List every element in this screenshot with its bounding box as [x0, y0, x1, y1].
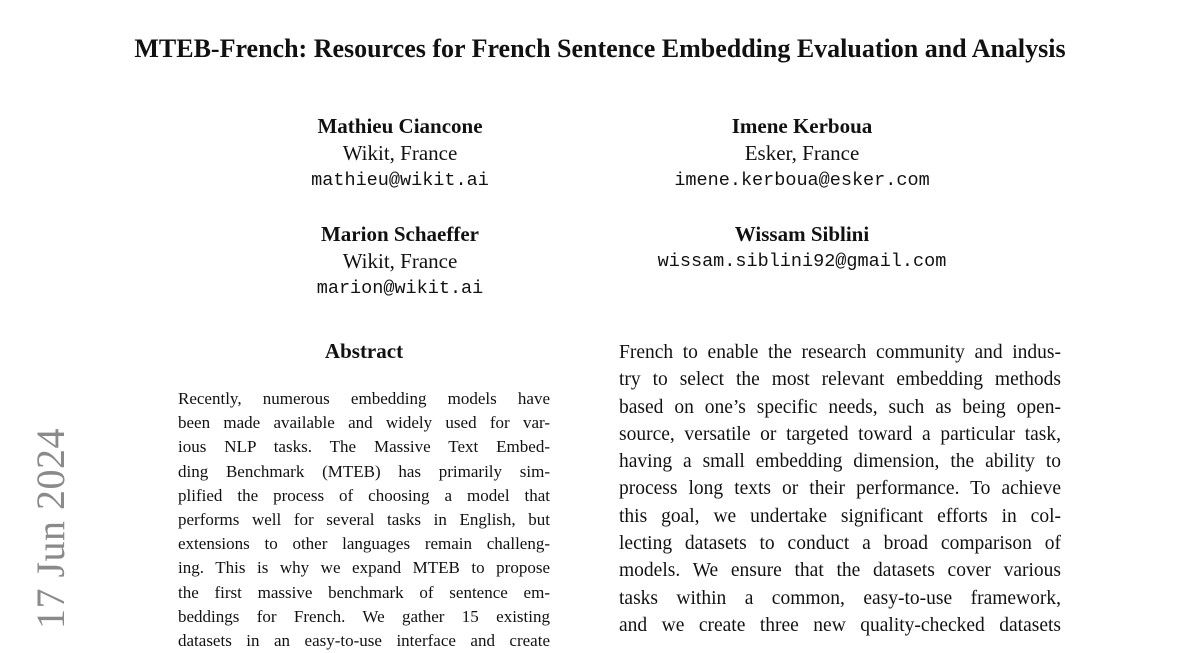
text-line: the first massive benchmark of sentence em-: [178, 582, 550, 602]
text-line: lecting datasets to conduct a broad comparison of: [619, 533, 1061, 555]
text-line: based on one’s specific needs, such as being open-: [619, 396, 1061, 418]
author-email: imene.kerboua@esker.com: [674, 170, 930, 191]
text-line: ing. This is why we expand MTEB to propose: [178, 558, 550, 578]
author-name: Mathieu Ciancone: [317, 114, 483, 138]
text-line: French to enable the research community and indus-: [619, 342, 1061, 363]
text-line: and we create three new quality-checked datasets: [619, 614, 1061, 636]
text-line: plified the process of choosing a model that: [178, 485, 550, 505]
author-name: Marion Schaeffer: [320, 222, 480, 246]
author-email: wissam.siblini92@gmail.com: [657, 251, 947, 272]
text-line: extensions to other languages remain challeng-: [178, 534, 550, 554]
text-line: Recently, numerous embedding models have: [178, 389, 550, 408]
text-line: try to select the most relevant embedding methods: [619, 369, 1061, 391]
text-line: this goal, we undertake significant efforts in col-: [619, 505, 1061, 527]
author-email: marion@wikit.ai: [316, 278, 484, 299]
author-name: Wissam Siblini: [734, 222, 870, 246]
author-block-4: [632, 221, 972, 276]
author-affiliation: Wikit, France: [342, 141, 458, 165]
text-line: having a small embedding dimension, the ability to: [619, 451, 1061, 473]
author-affiliation: Esker, France: [744, 141, 860, 165]
text-line: datasets in an easy-to-use interface and create: [178, 631, 550, 651]
text-line: source, versatile or targeted toward a particular task,: [619, 423, 1061, 445]
text-line: beddings for French. We gather 15 existing: [178, 606, 550, 626]
abstract-heading: Abstract: [324, 339, 404, 363]
text-line: performs well for several tasks in English, but: [178, 510, 550, 530]
text-line: process long texts or their performance. To achieve: [619, 478, 1061, 500]
arxiv-date-text: 17 Jun 2024: [28, 427, 74, 629]
text-line: ding Benchmark (MTEB) has primarily sim-: [178, 461, 550, 481]
author-affiliation: Wikit, France: [342, 249, 458, 273]
author-block-3: [230, 221, 570, 303]
paper-title: MTEB-French: Resources for French Sentence Embedding Evaluation and Analysis: [134, 34, 1066, 63]
author-block-1: [230, 113, 570, 195]
text-line: models. We ensure that the datasets cover various: [619, 560, 1061, 582]
text-line: been made available and widely used for var-: [178, 413, 550, 433]
author-block-2: [632, 113, 972, 195]
right-column-body: [619, 339, 1061, 639]
text-line: tasks within a common, easy-to-use framework,: [619, 587, 1061, 609]
text-line: ious NLP tasks. The Massive Text Embed-: [178, 437, 550, 457]
author-name: Imene Kerboua: [731, 114, 873, 138]
arxiv-date-stamp: [30, 428, 72, 628]
author-email: mathieu@wikit.ai: [311, 170, 489, 191]
abstract-body: [178, 387, 550, 653]
